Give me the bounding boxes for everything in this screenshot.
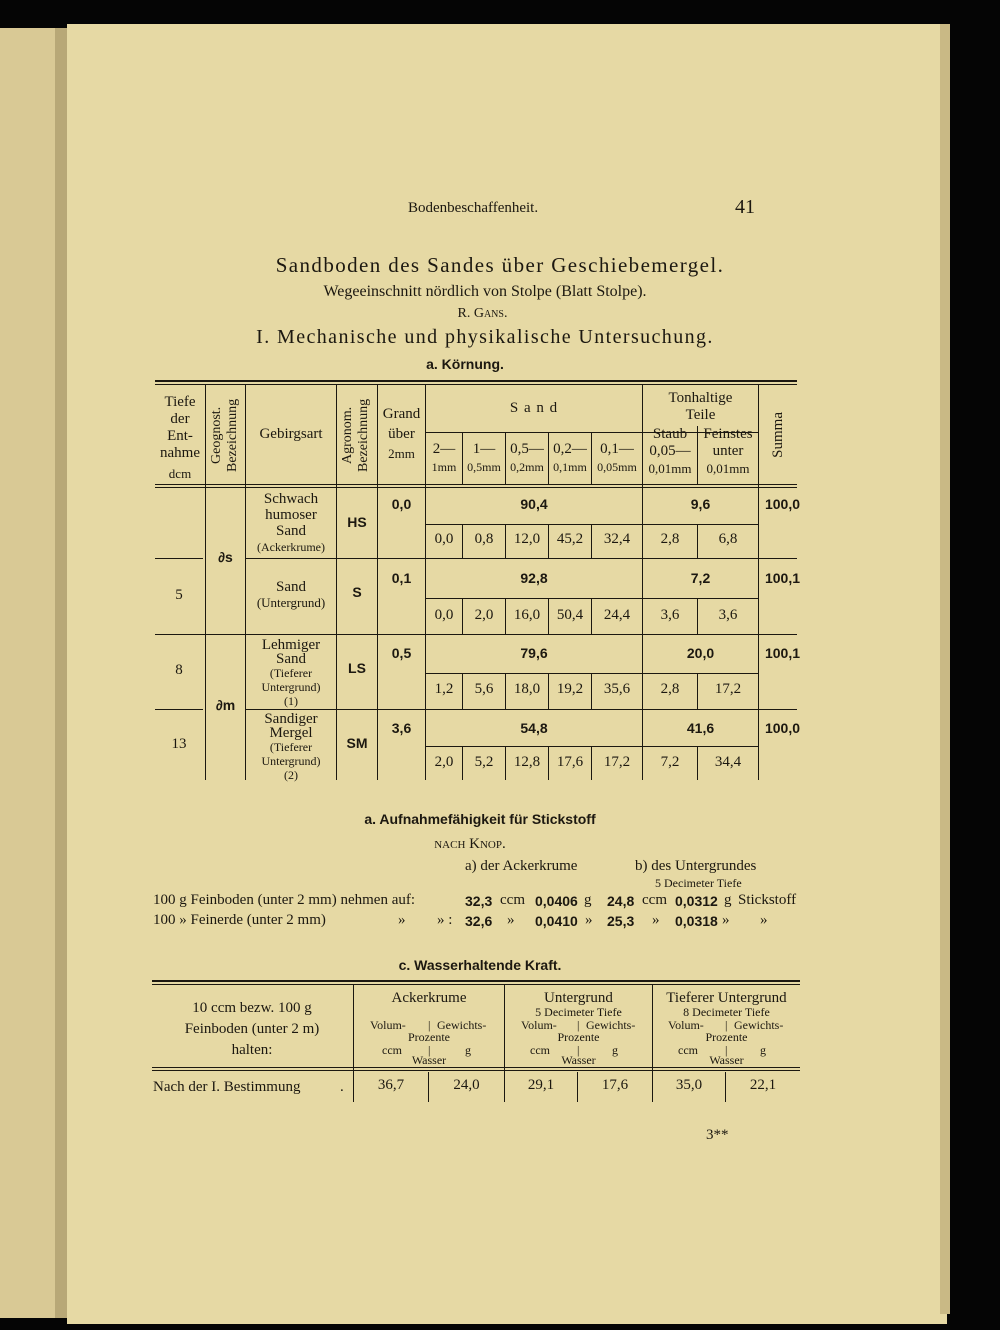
left-page-edge [0,28,55,1318]
water-sep-3b: | [725,1043,728,1057]
water-gewichts-1: Gewichts- [437,1018,487,1032]
header-sand-col-5: 0,1— 0,05mm [597,441,637,474]
row3-summa: 100,1 [764,645,801,661]
row1-sand-1: 0,0 [434,531,454,547]
row4-sand-3: 12,8 [513,754,541,770]
depth-5: 5 [175,587,183,603]
header-sand: S a n d [509,400,559,416]
water-row-dot: . [340,1079,344,1095]
row2-sand-1: 0,0 [434,607,454,623]
header-tiefe: Tiefe der Ent- nahme dcm [160,394,200,481]
row2-gebirgsart: Sand (Untergrund) [256,579,326,610]
row4-sand-5: 17,2 [603,754,631,770]
page-number: 41 [735,196,755,218]
header-tonhaltige: Tonhaltige Teile [668,390,733,423]
water-volum-2: Volum- [521,1018,557,1032]
water-group-untergrund: Untergrund [544,990,613,1006]
water-volum-1: Volum- [370,1018,406,1032]
header-sand-col-3: 0,5— 0,2mm [510,441,544,474]
header-agronom: Agronom. Bezeichnung [340,398,371,472]
nitrogen-col-b: b) des Untergrundes [635,858,757,874]
table1-caption: a. Körnung. [426,356,504,372]
signature-mark: 3** [706,1127,729,1143]
row1-grand: 0,0 [391,496,412,512]
row3-agronom: LS [348,660,366,676]
row2-sand-total: 92,8 [520,570,548,586]
row2-summa: 100,1 [764,570,801,586]
row3-staub: 2,8 [660,681,680,697]
geognost-dm: ∂m [215,697,236,713]
row2-grand: 0,1 [391,570,412,586]
water-group-ackerkrume: Ackerkrume [391,990,467,1006]
water-value-1: 36,7 [377,1077,405,1093]
row3-gebirgsart: Lehmiger Sand (Tieferer Untergrund) (1) [261,637,321,708]
depth-8: 8 [175,662,183,678]
water-g-1: g [465,1043,471,1057]
water-volum-3: Volum- [668,1018,704,1032]
row1-summa: 100,0 [764,496,801,512]
header-summa: Summa [769,412,786,458]
row1-sand-2: 0,8 [474,531,494,547]
water-wasser-1: Wasser [411,1053,447,1067]
row4-grand: 3,6 [391,720,412,736]
depth-13: 13 [171,736,187,752]
row3-sand-1: 1,2 [434,681,454,697]
water-value-3: 29,1 [527,1077,555,1093]
geognost-ds: ∂s [218,549,233,565]
row2-sand-3: 16,0 [513,607,541,623]
row3-sand-3: 18,0 [513,681,541,697]
nitrogen-method: nach Knop. [434,836,506,852]
subtitle: Wegeeinschnitt nördlich von Stolpe (Blatt Stolpe). [323,283,647,300]
section-title: I. Mechanische und physikalische Untersuchung. [256,326,714,348]
water-wasser-3: Wasser [709,1053,744,1067]
water-value-2: 24,0 [453,1077,480,1093]
row3-ton-total: 20,0 [686,645,715,661]
water-ccm-1: ccm [382,1043,402,1057]
row4-sand-1: 2,0 [434,754,454,770]
nitrogen-col-b-sub: 5 Decimeter Tiefe [655,876,742,890]
water-sep-1a: | [428,1018,431,1032]
nitrogen-caption: a. Aufnahmefähigkeit für Stickstoff [364,811,596,827]
header-geognost: Geognost. Bezeichnung [208,398,240,472]
author: R. Gans. [457,306,508,321]
water-prozente-2: Prozente [557,1030,600,1044]
water-gewichts-3: Gewichts- [734,1018,784,1032]
water-value-5: 35,0 [675,1077,703,1093]
water-prozente-1: Prozente [408,1030,450,1044]
row3-grand: 0,5 [391,645,412,661]
water-value-6: 22,1 [749,1077,777,1093]
row1-agronom: HS [347,514,367,530]
row4-feinstes: 34,4 [714,754,742,770]
water-ccm-3: ccm [678,1043,698,1057]
row1-feinstes: 6,8 [718,531,738,547]
header-staub: Staub 0,05— 0,01mm [648,426,692,476]
row2-agronom: S [352,584,362,600]
right-page-edge [940,24,950,1314]
row4-agronom: SM [346,735,368,751]
water-group-tieferer-sub: 8 Decimeter Tiefe [683,1005,770,1019]
row1-staub: 2,8 [660,531,680,547]
row2-sand-4: 50,4 [556,607,584,623]
water-ccm-2: ccm [530,1043,550,1057]
row1-sand-3: 12,0 [513,531,541,547]
running-title: Bodenbeschaffenheit. [408,200,539,216]
water-g-3: g [760,1043,766,1057]
water-sep-2b: | [577,1043,580,1057]
row1-ton-total: 9,6 [690,496,711,512]
row2-ton-total: 7,2 [690,570,711,586]
water-rowhead: 10 ccm bezw. 100 g Feinboden (unter 2 m) halten: [184,1000,320,1058]
water-row-label: Nach der I. Bestimmung [153,1079,301,1095]
row1-sand-4: 45,2 [556,531,584,547]
row4-sand-total: 54,8 [520,720,548,736]
water-sep-3a: | [725,1018,728,1032]
water-gewichts-2: Gewichts- [586,1018,636,1032]
water-g-2: g [612,1043,618,1057]
row4-summa: 100,0 [764,720,801,736]
row2-staub: 3,6 [660,607,680,623]
water-sep-2a: | [577,1018,580,1032]
water-value-4: 17,6 [601,1077,629,1093]
row3-sand-5: 35,6 [603,681,631,697]
nitrogen-col-a: a) der Ackerkrume [465,858,578,874]
row4-ton-total: 41,6 [686,720,715,736]
row1-sand-5: 32,4 [603,531,631,547]
header-feinstes: Feinstes unter 0,01mm [703,426,753,476]
row3-sand-total: 79,6 [520,645,548,661]
page-title: Sandboden des Sandes über Geschiebemergel. [275,253,725,277]
header-sand-col-1: 2— 1mm [431,441,457,474]
row1-gebirgsart: Schwach humoser Sand (Ackerkrume) [257,491,325,554]
row3-sand-4: 19,2 [556,681,584,697]
water-group-tieferer: Tieferer Untergrund [666,990,787,1006]
row4-sand-4: 17,6 [556,754,584,770]
row3-feinstes: 17,2 [714,681,742,697]
row3-sand-2: 5,6 [474,681,494,697]
header-sand-col-4: 0,2— 0,1mm [553,441,587,474]
water-group-untergrund-sub: 5 Decimeter Tiefe [535,1005,622,1019]
row2-feinstes: 3,6 [718,607,738,623]
row4-staub: 7,2 [660,754,680,770]
row2-sand-2: 2,0 [474,607,494,623]
row2-sand-5: 24,4 [603,607,631,623]
water-caption: c. Wasserhaltende Kraft. [398,957,562,973]
water-prozente-3: Prozente [705,1030,748,1044]
row4-sand-2: 5,2 [474,754,494,770]
header-gebirgsart: Gebirgsart [259,426,323,442]
header-grand: Grand über 2mm [382,406,421,461]
book-spine [55,28,67,1318]
water-sep-1b: | [428,1043,431,1057]
water-wasser-2: Wasser [561,1053,596,1067]
row4-gebirgsart: Sandiger Mergel (Tieferer Untergrund) (2) [261,711,321,782]
row1-sand-total: 90,4 [520,496,548,512]
header-sand-col-2: 1— 0,5mm [467,441,501,474]
